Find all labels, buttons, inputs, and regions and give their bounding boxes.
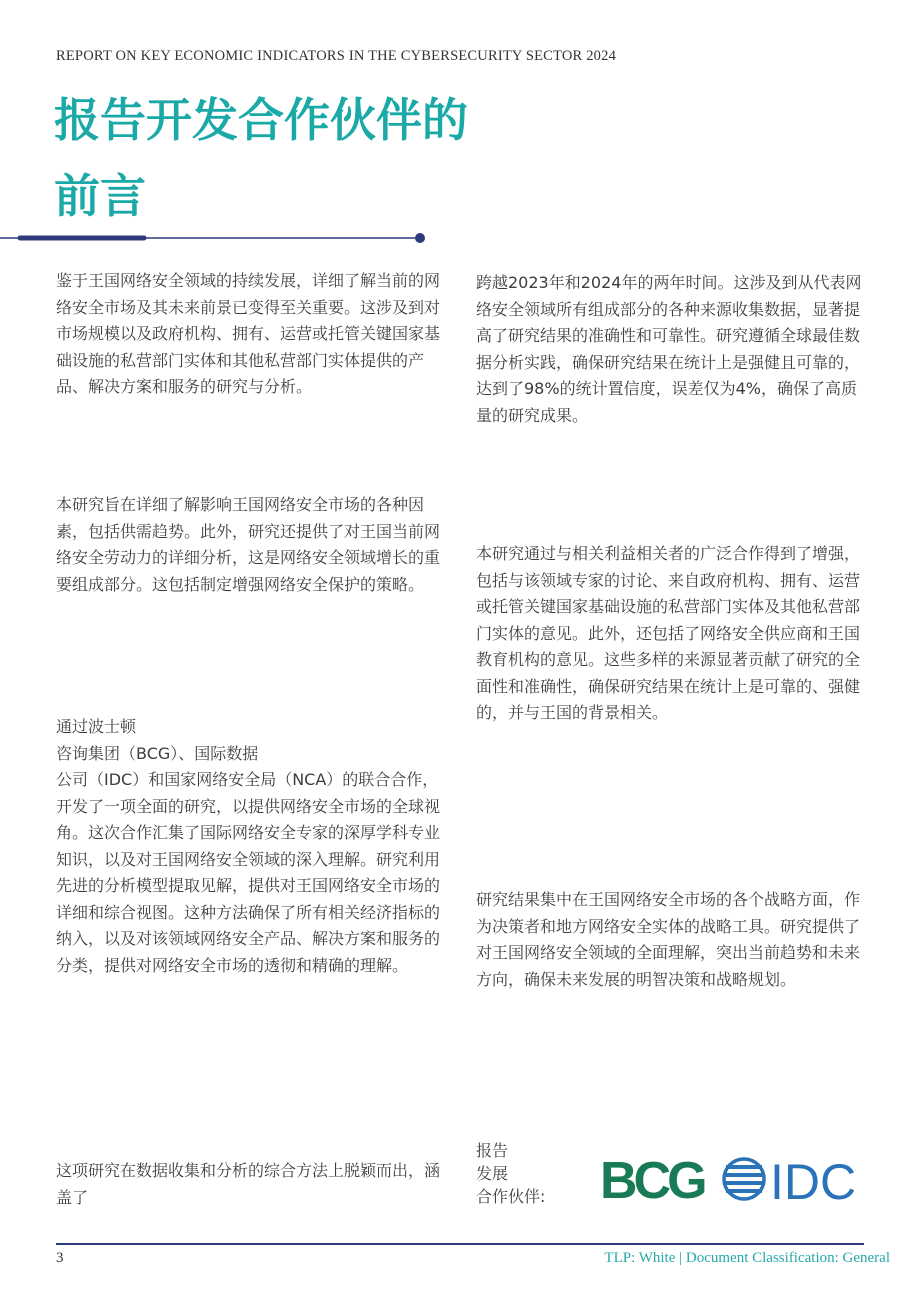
partners-label: 报告 发展 合作伙伴:: [476, 1141, 546, 1206]
page-title-line1: 报告开发合作伙伴的: [54, 93, 468, 147]
left-paragraph-3: [56, 714, 448, 979]
right-paragraph-1: 跨越2023年和2024年的两年时间。这涉及到从代表网络安全领域所有组成部分的各种来源收集数据，显著提高了研究结果的准确性和可靠性。研究遵循全球最佳数据分析实践，确保研究结果在统计上是强健且可靠的，达到了98%的统计置信度，误差仅为4%，确保了高质量的研究成果。: [476, 273, 862, 425]
page-number: 3: [56, 1250, 64, 1266]
left-paragraph-3-line1: 通过波士顿: [56, 717, 137, 736]
right-paragraph-2: 本研究通过与相关利益相关者的广泛合作得到了增强，包括与该领域专家的讨论、来自政府机构、拥有、运营或托管关键国家基础设施的私营部门实体及其他私营部门实体的意见。此外，还包括了网络安全供应商和王国教育机构的意见。这些多样的来源显著贡献了研究的全面性和准确性，确保研究结果在统计上是可靠的、强健的，并与王国的背景相关。: [476, 544, 861, 722]
left-paragraph-3-rest: 公司（IDC）和国家网络安全局（NCA）的联合合作，开发了一项全面的研究，以提供网络安全市场的全球视角。这次合作汇集了国际网络安全专家的深厚学科专业知识，以及对王国网络安全领域的深入理解。研究利用先进的分析模型提取见解，提供对王国网络安全市场的详细和综合视图。这种方法确保了所有相关经济指标的纳入，以及对该领域网络安全产品、解决方案和服务的分类，提供对网络安全市场的透彻和精确的理解。: [56, 770, 441, 975]
left-paragraph-4: 这项研究在数据收集和分析的综合方法上脱颖而出，涵盖了: [56, 1161, 441, 1207]
bcg-logo-text: BCG: [600, 1155, 704, 1203]
left-paragraph-1: 鉴于王国网络安全领域的持续发展，详细了解当前的网络安全市场及其未来前景已变得至关重要。这涉及到对市场规模以及政府机构、拥有、运营或托管关键国家基础设施的私营部门实体和其他私营部门实体提供的产品、解决方案和服务的研究与分析。: [56, 271, 441, 396]
idc-logo: [722, 1155, 868, 1203]
right-paragraph-3: 研究结果集中在王国网络安全市场的各个战略方面，作为决策者和地方网络安全实体的战略工具。研究提供了对王国网络安全领域的全面理解，突出当前趋势和未来方向，确保未来发展的明智决策和战略规划。: [476, 890, 861, 989]
page-title: [54, 82, 468, 234]
globe-icon: [724, 1159, 764, 1199]
bcg-logo: [600, 1155, 716, 1203]
title-divider: [0, 229, 430, 249]
idc-logo-text: IDC: [770, 1155, 857, 1203]
report-header: REPORT ON KEY ECONOMIC INDICATORS IN THE CYBERSECURITY SECTOR 2024: [56, 48, 617, 64]
left-paragraph-3-line2: 咨询集团（BCG）、国际数据: [56, 743, 259, 763]
left-paragraph-2: 本研究旨在详细了解影响王国网络安全市场的各种因素，包括供需趋势。此外，研究还提供了对王国当前网络安全劳动力的详细分析，这是网络安全领域增长的重要组成部分。这包括制定增强网络安全保护的策略。: [56, 495, 441, 594]
footer-divider: [56, 1243, 864, 1245]
page-title-line2: 前言: [54, 169, 146, 223]
document-classification: TLP: White | Document Classification: General: [604, 1250, 890, 1266]
